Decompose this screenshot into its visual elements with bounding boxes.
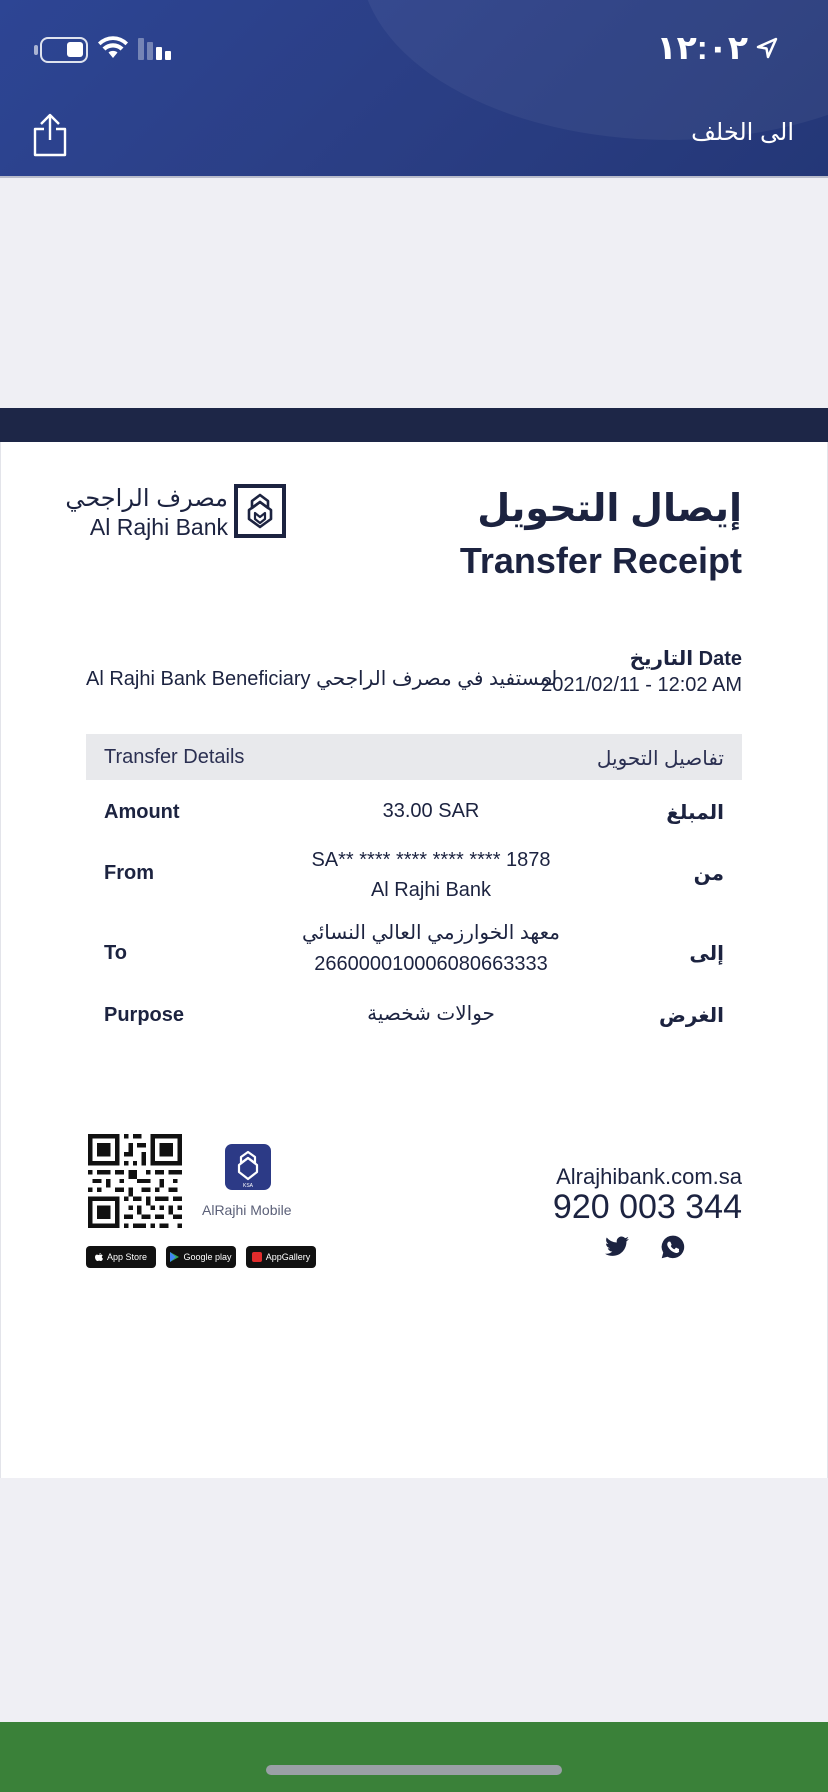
- beneficiary-type: Al Rajhi Bank Beneficiary لمستفيد في مصرف الراجحي: [86, 668, 558, 690]
- whatsapp-icon[interactable]: [660, 1234, 686, 1260]
- amount-label-arabic: المبلغ: [666, 802, 724, 824]
- app-store-label: App Store: [106, 1252, 148, 1262]
- huawei-icon: [252, 1252, 262, 1262]
- receipt-title-arabic: إيصال التحويل: [477, 488, 742, 530]
- signal-bar: [156, 47, 162, 60]
- bank-logo-english: Al Rajhi Bank: [89, 514, 228, 540]
- battery-nub: [34, 45, 38, 55]
- bottom-bar: [0, 1722, 828, 1792]
- clock-time: ١٢:٠٢: [656, 29, 748, 66]
- location-arrow-icon: [756, 37, 778, 59]
- twitter-icon[interactable]: [604, 1234, 630, 1260]
- app-name: AlRajhi Mobile: [202, 1202, 292, 1218]
- google-play-badge[interactable]: [166, 1246, 236, 1268]
- battery-level: [67, 42, 83, 57]
- from-label-arabic: من: [693, 863, 724, 885]
- signal-bar: [165, 51, 171, 60]
- card-border-left: [0, 442, 1, 1478]
- amount-value: 33.00 SAR: [382, 800, 480, 822]
- header: [0, 0, 828, 176]
- battery-icon: [40, 37, 88, 63]
- purpose-value: حوالات شخصية: [367, 1003, 495, 1025]
- to-label-english: To: [104, 942, 127, 964]
- receipt-title-english: Transfer Receipt: [459, 540, 742, 581]
- receipt-card: [0, 408, 828, 1478]
- bank-emblem-icon: [234, 484, 286, 538]
- from-bank: Al Rajhi Bank: [370, 879, 492, 901]
- status-clock: [656, 28, 778, 67]
- transfer-details-header: [86, 734, 742, 780]
- bank-logo: [65, 484, 286, 544]
- details-header-english: Transfer Details: [104, 746, 245, 768]
- share-icon[interactable]: [30, 112, 70, 158]
- details-header-arabic: تفاصيل التحويل: [596, 748, 724, 770]
- recipient-name: معهد الخوارزمي العالي النسائي: [302, 922, 560, 944]
- wifi-icon: [98, 36, 128, 60]
- receipt-top-band: [0, 408, 828, 442]
- status-bar: [0, 0, 828, 100]
- recipient-account: 266000010006080663333: [314, 953, 548, 975]
- app-logo: [225, 1144, 271, 1190]
- to-label-arabic: إلى: [689, 943, 724, 965]
- from-label-english: From: [104, 862, 154, 884]
- purpose-label-arabic: الغرض: [659, 1005, 724, 1027]
- app-gallery-badge[interactable]: [246, 1246, 316, 1268]
- app-store-badge[interactable]: [86, 1246, 156, 1268]
- qr-code: [88, 1134, 182, 1228]
- signal-strength-icon: [138, 38, 171, 60]
- home-indicator[interactable]: [266, 1765, 562, 1775]
- from-account: SA** **** **** **** **** 1878: [311, 849, 551, 871]
- apple-icon: [95, 1252, 103, 1262]
- bank-phone: 920 003 344: [552, 1188, 742, 1226]
- google-play-icon: [170, 1252, 179, 1262]
- app-badge: KSA: [242, 1183, 254, 1189]
- back-button[interactable]: الى الخلف: [691, 119, 794, 146]
- date-label: التاريخ Date: [629, 648, 742, 670]
- purpose-label-english: Purpose: [104, 1004, 185, 1026]
- google-play-label: Google play: [183, 1252, 232, 1262]
- header-divider: [0, 176, 828, 178]
- date-value: 2021/02/11 - 12:02 AM: [541, 674, 742, 696]
- signal-bar: [138, 38, 144, 60]
- bank-website: Alrajhibank.com.sa: [556, 1164, 742, 1189]
- amount-label-english: Amount: [104, 801, 180, 823]
- app-gallery-label: AppGallery: [265, 1252, 311, 1262]
- bank-logo-arabic: مصرف الراجحي: [65, 485, 228, 512]
- signal-bar: [147, 42, 153, 60]
